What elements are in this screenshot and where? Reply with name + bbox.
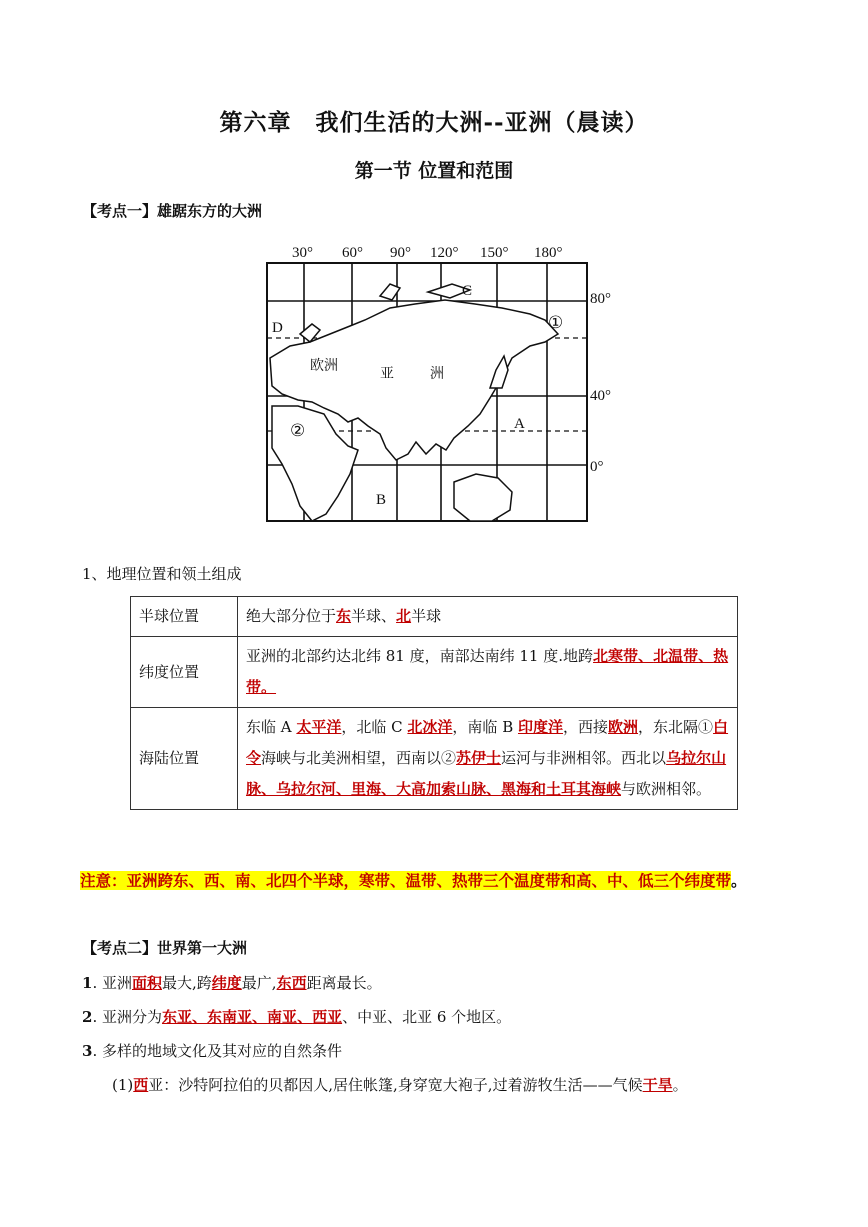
map-letter-c: C xyxy=(462,283,473,299)
lat-label: 0° xyxy=(590,459,604,475)
map-europe-label: 欧洲 xyxy=(310,359,338,374)
asia-map xyxy=(240,238,630,528)
list-item: 1. 亚洲面积最大,跨纬度最广,东西距离最长。 xyxy=(82,974,382,992)
list-item: 3. 多样的地域文化及其对应的自然条件 xyxy=(82,1042,342,1060)
row-content: 亚洲的北部约达北纬 81 度，南部达南纬 11 度.地跨北寒带、北温带、热带。 xyxy=(238,637,738,708)
table-row xyxy=(131,637,738,708)
key-point-2: 【考点二】世界第一大洲 xyxy=(82,939,248,957)
table-row xyxy=(131,597,738,637)
map-letter-b: B xyxy=(376,492,387,508)
lat-label: 80° xyxy=(590,291,611,307)
row-header: 纬度位置 xyxy=(131,637,238,708)
list-item: (1)西亚：沙特阿拉伯的贝都因人,居住帐篷,身穿宽大袍子,过着游牧生活——气候干旱。 xyxy=(112,1076,688,1094)
map-letter-d: D xyxy=(272,320,283,336)
lon-label: 120° xyxy=(430,245,459,261)
page-title: 第六章 我们生活的大洲--亚洲（晨读） xyxy=(219,109,649,136)
lon-label: 180° xyxy=(534,245,563,261)
map-mark-1: ① xyxy=(548,313,564,332)
lon-label: 30° xyxy=(292,245,313,261)
map-asia-label: 亚 xyxy=(380,367,394,382)
map-mark-2: ② xyxy=(290,421,306,440)
map-letter-a: A xyxy=(514,416,525,432)
lon-label: 90° xyxy=(390,245,411,261)
lon-label: 150° xyxy=(480,245,509,261)
section-title: 第一节 位置和范围 xyxy=(354,160,514,182)
section-1-heading: 1、地理位置和领土组成 xyxy=(82,565,242,583)
row-header: 半球位置 xyxy=(131,597,238,637)
row-content: 东临 A 太平洋，北临 C 北冰洋，南临 B 印度洋，西接欧洲，东北隔①白令海峡与北美洲相望，西南以②苏伊士运河与非洲相邻。西北以乌拉尔山脉、乌拉尔河、里海、大高加索山脉、黑海和土耳其海峡与欧洲相邻。 xyxy=(238,708,738,810)
note: 注意：亚洲跨东、西、南、北四个半球，寒带、温带、热带三个温度带和高、中、低三个纬度带。 xyxy=(80,871,747,890)
table-row xyxy=(131,708,738,810)
geo-table xyxy=(130,596,738,810)
lon-label: 60° xyxy=(342,245,363,261)
row-header: 海陆位置 xyxy=(131,708,238,810)
key-point-1: 【考点一】雄踞东方的大洲 xyxy=(82,202,263,220)
row-content: 绝大部分位于东半球、北半球 xyxy=(238,597,738,637)
list-item: 2. 亚洲分为东亚、东南亚、南亚、西亚、中亚、北亚 6 个地区。 xyxy=(82,1008,512,1026)
map-asia-label: 洲 xyxy=(430,367,444,382)
lat-label: 40° xyxy=(590,388,611,404)
